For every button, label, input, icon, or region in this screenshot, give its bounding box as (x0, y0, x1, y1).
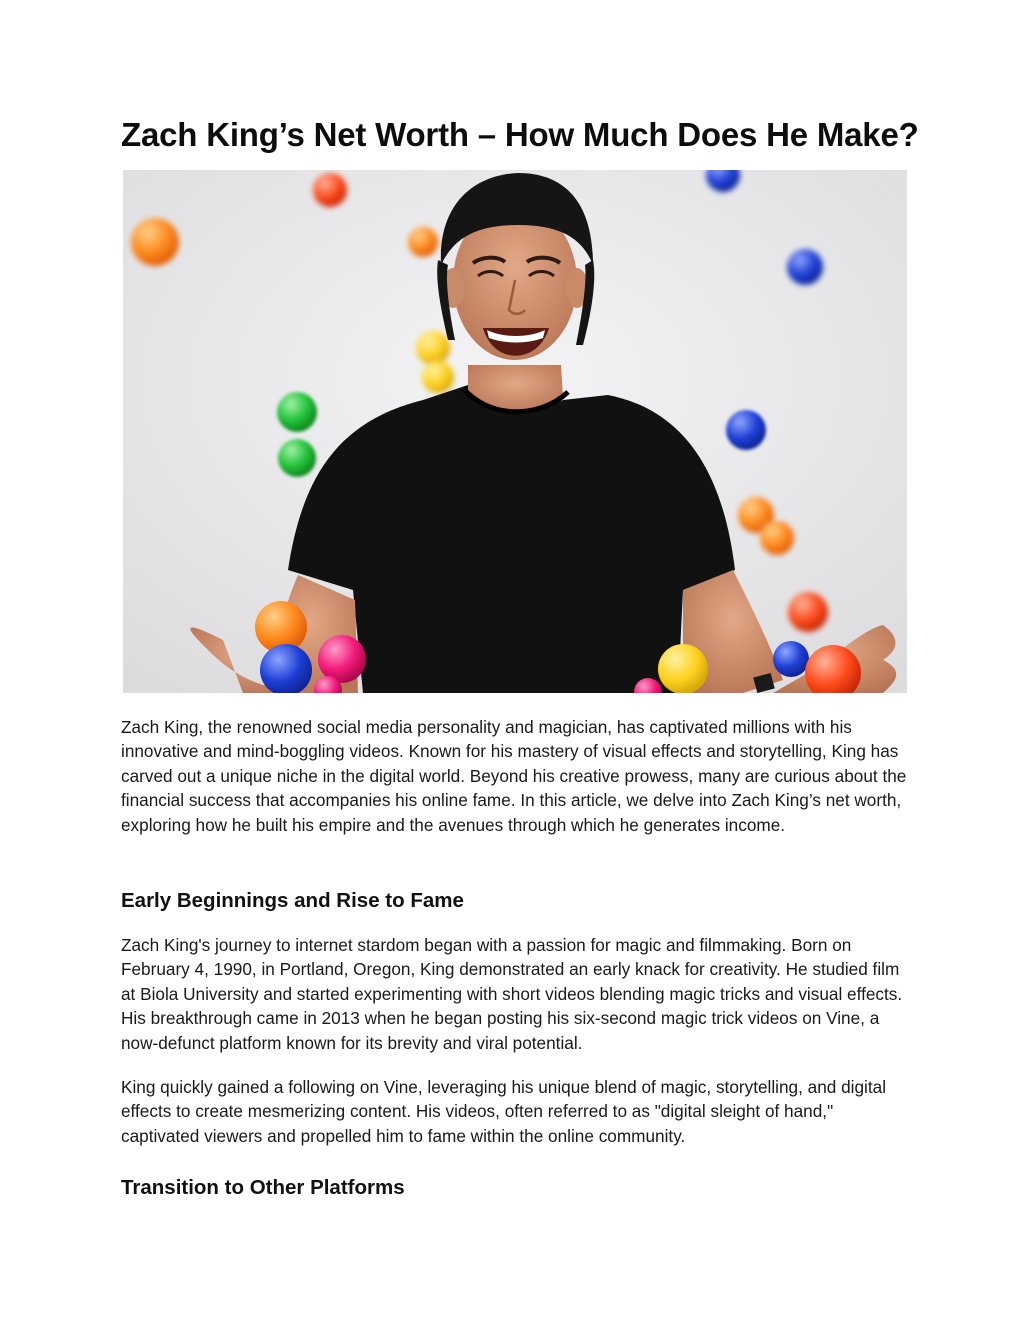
section-paragraph: King quickly gained a following on Vine, leveraging his unique blend of magic, storytelling, and digital effects to create mesmerizing content. His videos, often referred to as "digital sleight of hand," captivated viewers and propelled him to fame within the online community. (121, 1077, 887, 1146)
section-paragraph: Zach King's journey to internet stardom began with a passion for magic and filmmaking. Born on February 4, 1990, in Portland, Oregon, King demonstrated an early knack for creativity. He studied film at Biola University and started experimenting with short videos blending magic tricks and visual effects. His breakthrough came in 2013 when he began posting his six-second magic trick videos on Vine, a now-defunct platform known for its brevity and viral potential. (121, 935, 903, 1053)
article-title: Zach King’s Net Worth – How Much Does He Make? (121, 116, 919, 153)
hero-photo (123, 170, 907, 693)
section-heading-transition: Transition to Other Platforms (121, 1176, 405, 1199)
section-heading-early-beginnings: Early Beginnings and Rise to Fame (121, 889, 464, 912)
intro-paragraph: Zach King, the renowned social media personality and magician, has captivated millions with his innovative and mind-boggling videos. Known for his mastery of visual effects and storytelling, King has carved out a unique niche in the digital world. Beyond his creative prowess, many are curious about the financial success that accompanies his online fame. In this article, we delve into Zach King’s net worth, exploring how he built his empire and the avenues through which he generates income. (121, 717, 907, 835)
portrait-photo-icon (123, 170, 907, 693)
